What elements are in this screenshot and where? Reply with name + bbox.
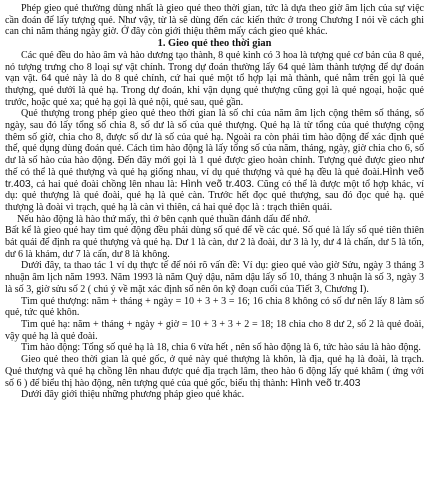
- figure-reference: Hình veõ tr.403: [5, 166, 424, 190]
- paragraph-result: [5, 354, 424, 389]
- figure-reference: Hình veõ tr.403: [290, 377, 361, 389]
- paragraph-text: . Cũng có thể là được một tổ hợp khác, ví dụ: quẻ thượng là quẻ đoài, quẻ hạ là quẻ càn. Trước hết đọc quẻ thượng, sau đó đọc quẻ hạ. quẻ thượng là đoài vì trạch, quẻ hạ là càn vì thiên, cả hai quẻ đọc là : trạch thiên quải.: [5, 178, 425, 213]
- intro-paragraph: Phép gieo quẻ thường dùng nhất là gieo quẻ theo thời gian, tức là dựa theo giờ âm lịch của sự việc cần đoán để lấy tượng quẻ. Như vậy, từ là sẽ dùng đến các kiến thức ở trong Chương I nói về cách ghi can chi năm tháng ngày giờ. Ở đây còn giới thiệu thêm mấy cách gieo quẻ khác.: [5, 3, 424, 38]
- paragraph-other-methods: Dưới đây giới thiệu những phương pháp gieo quẻ khác.: [21, 389, 245, 401]
- paragraph-find-lower: Tìm quẻ hạ: năm + tháng + ngày + giờ = 10 + 3 + 3 + 2 = 18; 18 chia cho 8 dư 2, số 2 là quẻ đoài, vậy quẻ hạ là quẻ đoài.: [5, 318, 424, 342]
- paragraph-text: , cả hai quẻ đoài chồng lên nhau là:: [30, 178, 181, 190]
- paragraph-hexagram-basics: Các quẻ đều do hào âm và hào dương tạo thành, 8 quẻ kinh có 3 hoa là tượng quẻ cơ bản của 8 quẻ, nó tượng trưng cho 8 loại sự vật chính. Trong dự đoán thường lấy 64 quẻ làm thành tượng để dự đoán vạn vật. 64 quẻ này là do 8 quẻ chính, cứ hai quẻ một tổ hợp lại mà thành, quẻ nằm trên gọi là quẻ thượng, quẻ dưới là quẻ hạ. Trong dự đoán, khi vận dụng quẻ thượng cũng gọi là quẻ ngoại, hoặc quẻ trước, hoặc quẻ xa; quẻ hạ gọi là quẻ nội, quẻ sau, quẻ gần.: [5, 49, 424, 108]
- paragraph-moving-line-note: Nếu hào động là hào thứ mấy, thì ở bên cạnh quẻ thuần đánh dấu để nhớ.: [17, 213, 311, 225]
- paragraph-example: Dưới đây, ta thao tác 1 ví dụ thực tế để nói rõ vấn đề: Ví dụ: gieo quẻ vào giờ Sửu, ngày 3 tháng 3 nhuận âm lịch năm 1993. Năm 1993 là năm Quý dậu, năm dậu lấy số 10, tháng 3 nhuận là số 3, ngày 3 là số 3, giờ sửu số 2 ( chú ý về mặt xác định số nên ôn kỹ đoạn cuối của Tiết 3, Chương I).: [5, 260, 424, 295]
- paragraph-find-moving-line: Tìm hào động: Tổng số quẻ hạ là 18, chia 6 vừa hết , nên số hào động là 6, tức hào sáu là hào động.: [21, 342, 421, 354]
- paragraph-text: Gieo quẻ theo thời gian là quẻ gốc, ở quẻ này quẻ thượng là khôn, là địa, quẻ hạ là đoài, là trạch. Quẻ thượng và quẻ hạ chồng lên nhau được quẻ địa trạch lâm, theo hào 6 động lấy quẻ khâm ( ứng với số 6 ) để biểu thị hào động, nên tượng quẻ của quẻ gốc, biểu thị thành:: [5, 354, 424, 389]
- paragraph-trigram-numbers: Bất kể là gieo quẻ hay tìm quẻ động đều phải dùng số quẻ để về các quẻ. Số quẻ là lấy số quẻ tiên thiên bát quái để định ra quẻ thượng và quẻ hạ. Dư 1 là càn, dư 2 là đoài, dư 3 là ly, dư 4 là chấn, dư 5 là tốn, dư 6 là khảm, dư 7 là cấn, dư 8 là không.: [5, 225, 424, 260]
- figure-reference: Hình veõ tr.403: [180, 178, 252, 190]
- paragraph-upper-lower-method: [5, 108, 424, 213]
- paragraph-find-upper: Tìm quẻ thượng: năm + tháng + ngày = 10 + 3 + 3 = 16; 16 chia 8 không có số dư nên lấy 8 làm số quẻ, tức quẻ khôn.: [5, 295, 424, 319]
- paragraph-text: Quẻ thượng trong phép gieo quẻ theo thời gian là số chỉ của năm âm lịch cộng thêm số tháng, số ngày, sau đó lấy tổng số chia 8, số dư là số của quẻ thượng. Quẻ hạ là từ tổng của quẻ thượng cộng thêm số giờ, chia cho 8, được số dư là số của quẻ hạ. Ngoài ra còn phải tìm hào động để xác định quẻ thể, quẻ dụng dùng đoán quẻ. Cách tìm hào động là lấy tổng số của năm, tháng, ngày, giờ chia cho 6, số dư là số hào của hào động. Đến đây mới gọi là 1 quẻ được gieo hoàn chỉnh. Tượng quẻ được gieo như thế có thể là quẻ thượng và quẻ hạ giống nhau, ví dụ quẻ thượng và quẻ hạ đều là quẻ đoài.: [5, 108, 424, 178]
- section-title: 1. Gieo quẻ theo thời gian: [157, 38, 272, 50]
